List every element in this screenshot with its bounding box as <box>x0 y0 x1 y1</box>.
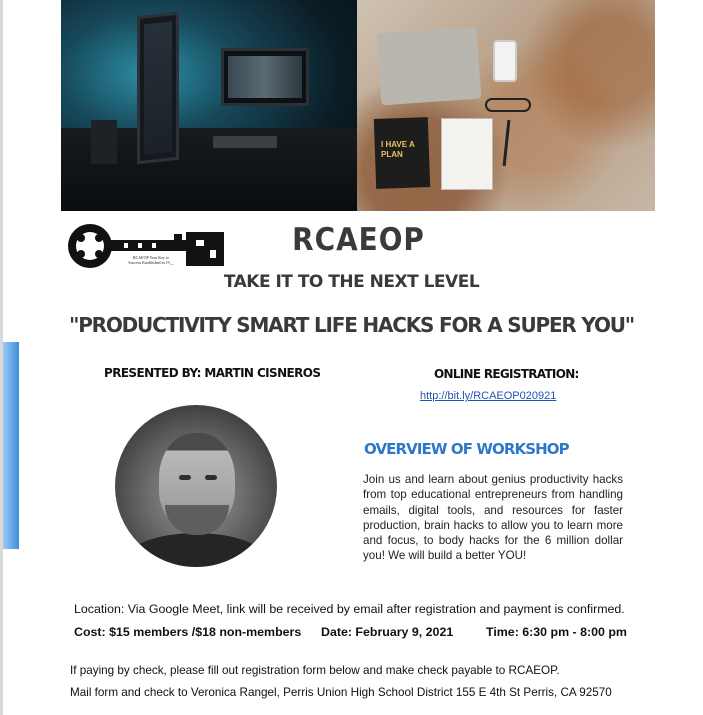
registration-link[interactable]: http://bit.ly/RCAEOP020921 <box>420 390 557 402</box>
side-scroll-tab[interactable] <box>3 342 19 549</box>
desk-setup-photo <box>61 0 357 211</box>
check-instructions: If paying by check, please fill out registration form below and make check payable to RCAEOP. <box>70 664 560 677</box>
presenter-line: PRESENTED BY: MARTIN CISNEROS <box>104 366 321 380</box>
date-line: Date: February 9, 2021 <box>321 625 454 639</box>
left-eye <box>179 475 191 480</box>
organization-name: RCAEOP <box>292 222 425 258</box>
speaker <box>91 120 117 164</box>
phone <box>493 40 517 82</box>
overview-body: Join us and learn about genius productivity hacks from top educational entrepreneurs from handling emails, digital tools, and resources for faster production, brain hacks to allow you to learn more and focus, to body hacks for the 6 million dollar you! We will build a better YOU! <box>363 473 623 563</box>
planner-flatlay-photo <box>357 0 655 211</box>
vertical-monitor <box>137 12 179 164</box>
wide-monitor <box>221 48 309 106</box>
white-notebook <box>441 118 493 190</box>
tagline: TAKE IT TO THE NEXT LEVEL <box>223 272 480 292</box>
pen <box>503 120 511 166</box>
notebook-text: I HAVE A PLAN <box>381 140 415 159</box>
location-line: Location: Via Google Meet, link will be received by email after registration and payment is confirmed. <box>74 602 625 616</box>
logo-caption: RCAEOP Your Key to Success Established in 19__ <box>128 255 174 265</box>
presenter-photo <box>115 405 277 567</box>
presenter-shirt <box>123 533 269 567</box>
overview-heading: OVERVIEW OF WORKSHOP <box>364 440 569 458</box>
right-eye <box>205 475 217 480</box>
presenter-beard <box>165 505 229 535</box>
time-line: Time: 6:30 pm - 8:00 pm <box>486 625 627 639</box>
laptop <box>377 27 482 106</box>
cost-line: Cost: $15 members /$18 non-members <box>74 625 302 639</box>
mail-instructions: Mail form and check to Veronica Rangel, Perris Union High School District 155 E 4th St Perris, CA 92570 <box>70 686 612 699</box>
workshop-title: "PRODUCTIVITY SMART LIFE HACKS FOR A SUPER YOU" <box>68 313 635 337</box>
keyboard <box>213 136 277 148</box>
registration-label: ONLINE REGISTRATION: <box>434 367 579 381</box>
glasses <box>485 98 531 112</box>
